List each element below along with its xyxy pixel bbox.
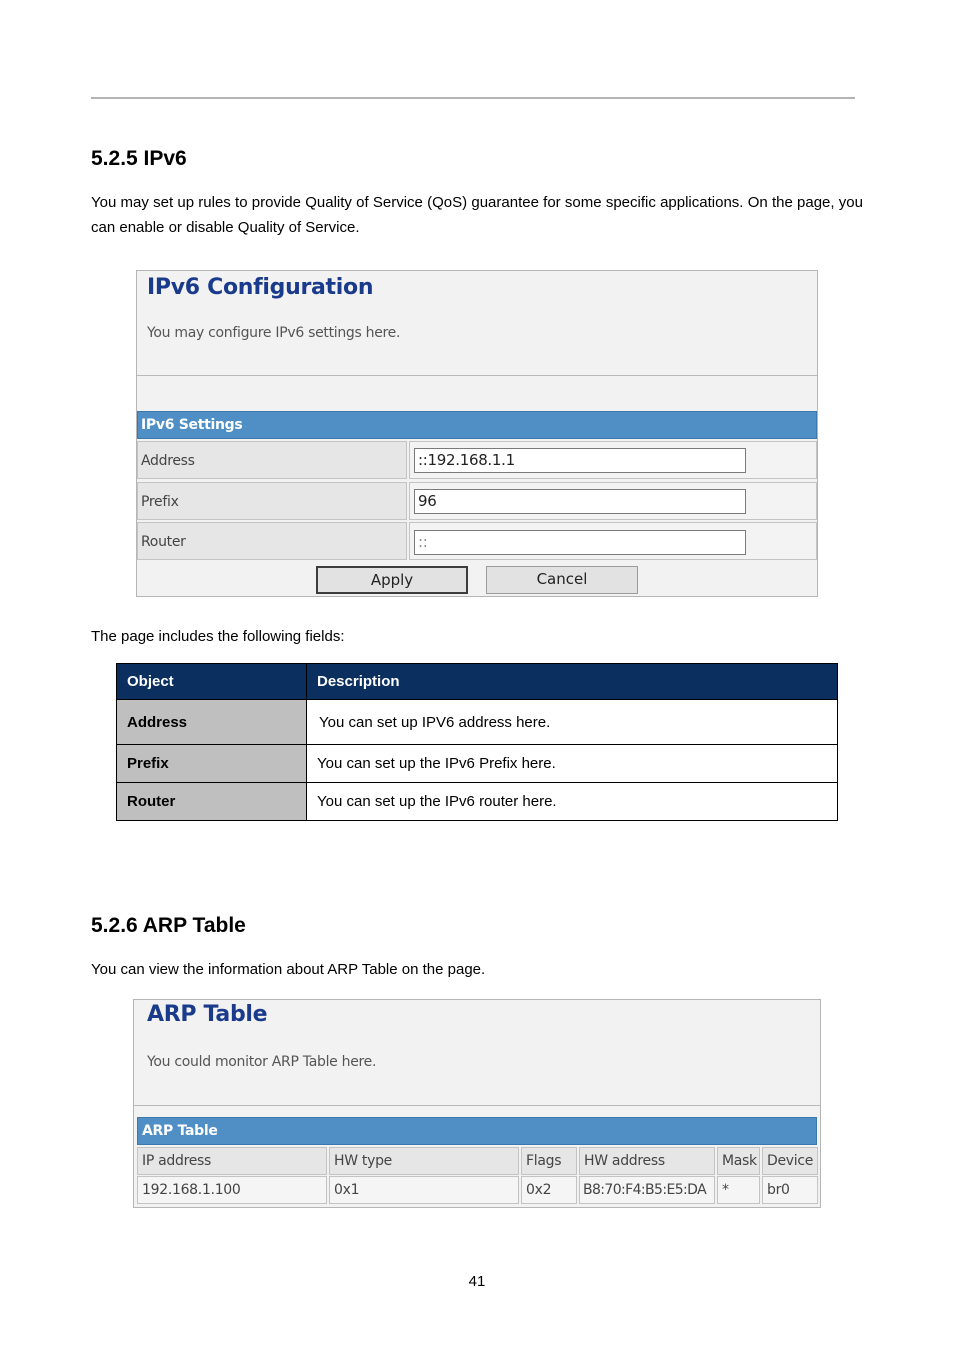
table-row xyxy=(117,783,838,821)
router-input[interactable]: :: xyxy=(414,530,746,555)
prefix-cell xyxy=(409,482,817,520)
page-number: 41 xyxy=(468,1273,486,1290)
fields-table xyxy=(116,663,838,821)
address-cell xyxy=(409,441,817,479)
prefix-input[interactable]: 96 xyxy=(414,489,746,514)
cancel-button[interactable]: Cancel xyxy=(486,566,638,594)
column-header-object: Object xyxy=(117,664,307,700)
description-cell: You can set up the IPv6 router here. xyxy=(307,783,838,821)
section-heading-arp: 5.2.6 ARP Table xyxy=(91,914,246,937)
column-header-ip: IP address xyxy=(137,1147,327,1175)
router-cell xyxy=(409,522,817,560)
panel-title: ARP Table xyxy=(147,1002,268,1027)
address-input[interactable]: ::192.168.1.1 xyxy=(414,448,746,473)
panel-title: IPv6 Configuration xyxy=(147,275,374,300)
section-bar: IPv6 Settings xyxy=(137,411,817,439)
table-row xyxy=(117,700,838,745)
header-rule xyxy=(91,97,855,99)
column-header-mask: Mask xyxy=(717,1147,760,1175)
address-label: Address xyxy=(137,441,407,479)
panel-divider xyxy=(134,1105,820,1106)
ipv6-config-panel xyxy=(136,270,818,597)
column-header-flags: Flags xyxy=(521,1147,577,1175)
fields-intro: The page includes the following fields: xyxy=(91,628,345,645)
section-intro-arp: You can view the information about ARP Table on the page. xyxy=(91,961,486,978)
arp-flags-cell: 0x2 xyxy=(521,1176,577,1204)
apply-button[interactable]: Apply xyxy=(316,566,468,594)
arp-mask-cell: * xyxy=(717,1176,760,1204)
panel-subtitle: You may configure IPv6 settings here. xyxy=(147,325,401,341)
section-heading-ipv6: 5.2.5 IPv6 xyxy=(91,147,187,170)
arp-device-cell: br0 xyxy=(762,1176,818,1204)
description-cell: You can set up the IPv6 Prefix here. xyxy=(307,745,838,783)
arp-hw-address-cell: B8:70:F4:B5:E5:DA xyxy=(579,1176,715,1204)
column-header-description: Description xyxy=(307,664,838,700)
table-row xyxy=(117,745,838,783)
arp-ip-cell: 192.168.1.100 xyxy=(137,1176,327,1204)
column-header-hw-type: HW type xyxy=(329,1147,519,1175)
section-intro-ipv6: You may set up rules to provide Quality of Service (QoS) guarantee for some specific applications. On the page, you can enable or disable Quality of Service. xyxy=(91,194,863,236)
object-cell: Address xyxy=(117,700,307,745)
arp-table-panel xyxy=(133,999,821,1208)
panel-divider xyxy=(137,375,817,376)
description-cell: You can set up IPV6 address here. xyxy=(307,700,838,745)
arp-hw-type-cell: 0x1 xyxy=(329,1176,519,1204)
object-cell: Prefix xyxy=(117,745,307,783)
column-header-device: Device xyxy=(762,1147,818,1175)
router-label: Router xyxy=(137,522,407,560)
panel-subtitle: You could monitor ARP Table here. xyxy=(147,1054,377,1070)
section-bar: ARP Table xyxy=(137,1117,817,1145)
column-header-hw-address: HW address xyxy=(579,1147,715,1175)
object-cell: Router xyxy=(117,783,307,821)
prefix-label: Prefix xyxy=(137,482,407,520)
